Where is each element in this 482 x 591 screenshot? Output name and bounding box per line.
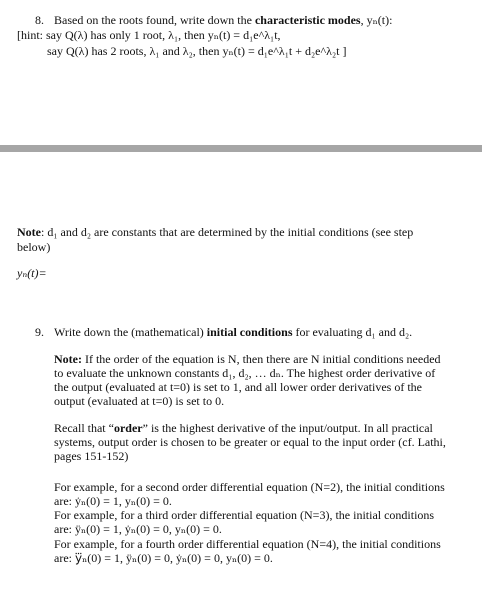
q8-prompt-suffix: , yₙ(t):	[360, 13, 393, 27]
q9-prompt	[54, 325, 412, 339]
q9-prompt-prefix: Write down the (mathematical)	[54, 325, 207, 339]
recall-prefix: Recall that “	[54, 421, 114, 435]
recall-text: ” is the highest derivative of the input/output. In all practical	[142, 421, 433, 435]
note-line1	[17, 225, 413, 239]
example-line4: are: ÿₙ(0) = 1, ẏₙ(0) = 0, yₙ(0) = 0.	[54, 522, 222, 536]
q9-prompt-suffix: for evaluating d₁ and d₂.	[292, 325, 413, 339]
q9-number: 9.	[35, 325, 44, 339]
q8-prompt-bold: characteristic modes	[254, 13, 361, 27]
q8-hint-line1: [hint: say Q(λ) has only 1 root, λ₁, then yₙ(t) = d₁e^λ₁t,	[17, 28, 281, 42]
recall-line3: pages 151-152)	[54, 449, 129, 463]
q9-note-label: Note:	[54, 352, 82, 366]
example-line2: are: ẏₙ(0) = 1, yₙ(0) = 0.	[54, 494, 172, 508]
q8-prompt-prefix: Based on the roots found, write down the	[54, 13, 255, 27]
example-line5: For example, for a fourth order differential equation (N=4), the initial conditions	[54, 537, 441, 551]
example-line1: For example, for a second order differential equation (N=2), the initial conditions	[54, 480, 445, 494]
section-divider	[0, 145, 482, 152]
q9-note-line4: output (evaluated at t=0) is set to 0.	[54, 394, 225, 408]
example-line3: For example, for a third order differential equation (N=3), the initial conditions	[54, 508, 435, 522]
q8-hint-line2: say Q(λ) has 2 roots, λ₁ and λ₂, then yₙ(t) = d₁e^λ₁t + d₂e^λ₂t ]	[47, 44, 347, 58]
q9-note-line-text: If the order of the equation is N, then there are N initial conditions needed	[81, 352, 441, 366]
note-line2: below)	[17, 240, 51, 254]
recall-bold: order	[113, 421, 143, 435]
q9-note-line3: the output (evaluated at t=0) is set to 1, and all lower order derivatives of the	[54, 380, 422, 394]
q9-note-line2: to evaluate the unknown constants d₁, d₂, … dₙ. The highest order derivative of	[54, 366, 436, 380]
note-label: Note	[17, 225, 41, 239]
recall-line2: systems, output order is chosen to be greater or equal to the input order (cf. Lathi,	[54, 435, 446, 449]
q8-number: 8.	[35, 13, 44, 27]
answer-label: yₙ(t)=	[17, 266, 47, 280]
q9-note-line1	[54, 352, 441, 366]
note-text: : d₁ and d₂ are constants that are determined by the initial conditions (see step	[41, 225, 414, 239]
example-line6: are: y⃛ₙ(0) = 1, ÿₙ(0) = 0, ẏₙ(0) = 0, yₙ(0) = 0.	[54, 551, 273, 565]
q8-prompt	[54, 13, 392, 27]
recall-line1	[54, 421, 433, 435]
q9-prompt-bold: initial conditions	[206, 325, 293, 339]
